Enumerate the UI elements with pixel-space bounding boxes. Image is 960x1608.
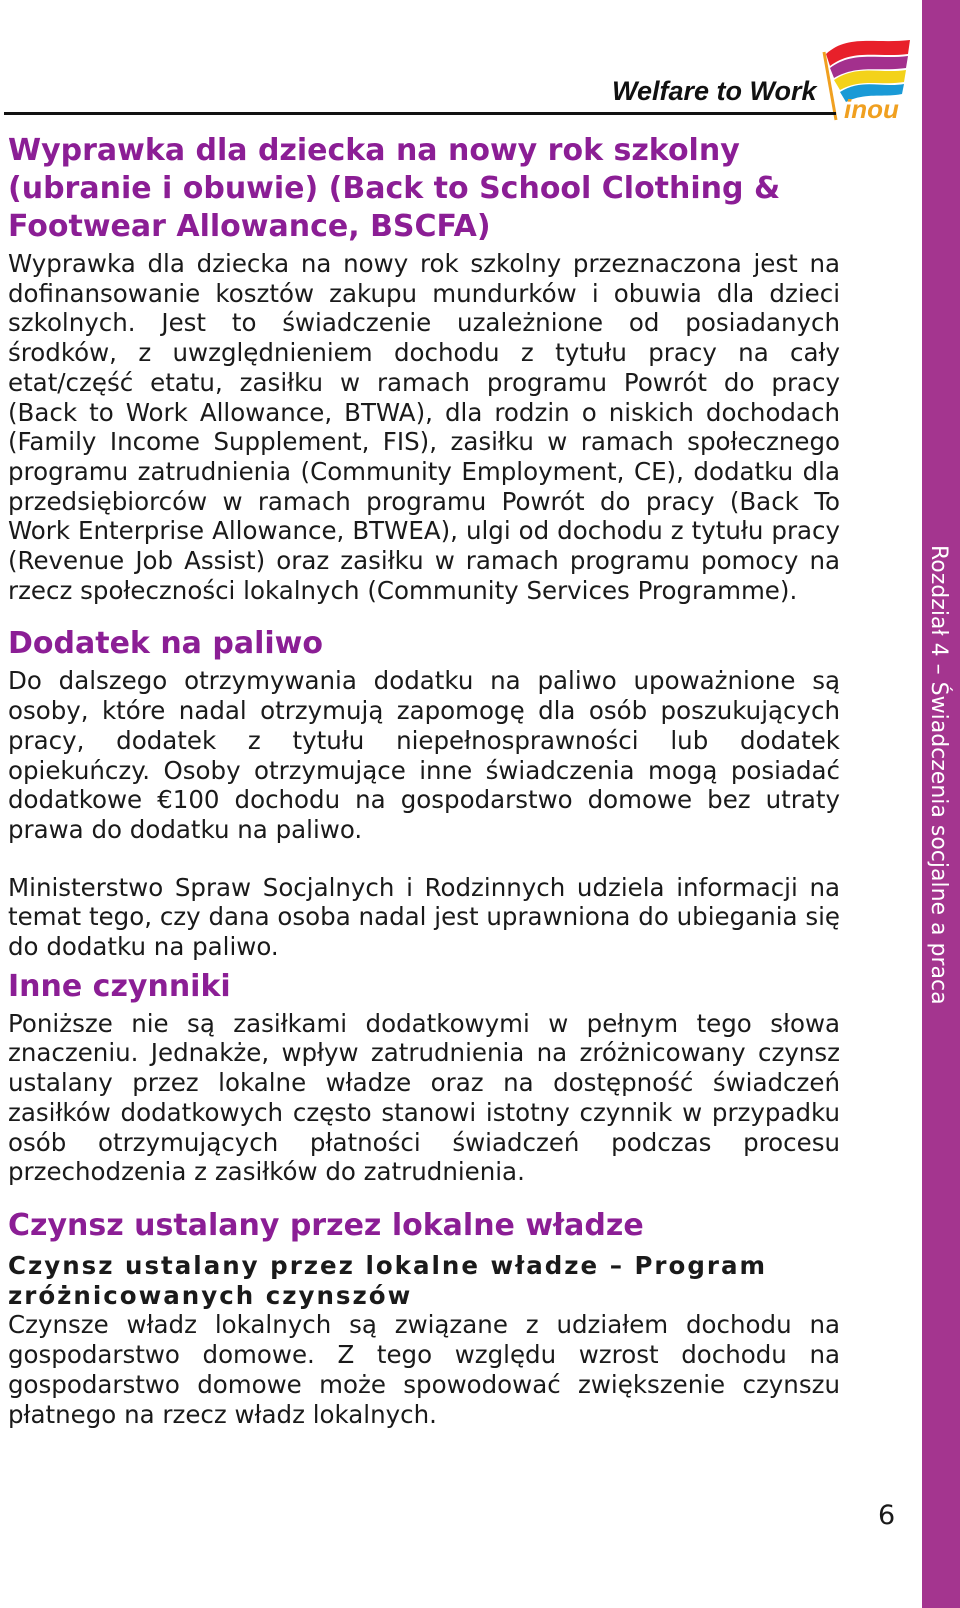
- paragraph: Poniższe nie są zasiłkami dodatkowymi w pełnym tego słowa znaczeniu. Jednakże, wpływ zatrudnienia na zróżnicowany czynsz ustalany przez lokalne władze oraz na dostępność świadczeń zasiłków dodatkowych często stanowi istotny czynnik w przypadku osób otrzymujących płatności świadczeń podczas procesu przechodzenia z zasiłków do zatrudnienia.: [8, 1008, 840, 1187]
- section-title: Dodatek na paliwo: [8, 626, 323, 662]
- section-fuel-allowance: [8, 625, 840, 961]
- section-title: Inne czynniki: [8, 968, 231, 1004]
- section-bscfa: [8, 132, 840, 605]
- paragraph: Czynsze władz lokalnych są związane z udziałem dochodu na gospodarstwo domowe. Z tego względu wzrost dochodu na gospodarstwo domowe może spowodować zwiększenie czynszu płatnego na rzecz władz lokalnych.: [8, 1310, 840, 1429]
- paragraph: Wyprawka dla dziecka na nowy rok szkolny przeznaczona jest na dofinansowanie kosztów zakupu mundurków i obuwia dla dzieci szkolnych. Jest to świadczenie uzależnione od posiadanych środków, z uwzględnieniem dochodu z tytułu pracy na cały etat/część etatu, zasiłku w ramach programu Powrót do pracy (Back to Work Allowance, BTWA), dla rodzin o niskich dochodach (Family Income Supplement, FIS), zasiłku w ramach społecznego programu zatrudnienia (Community Employment, CE), dodatku dla przedsiębiorców w ramach programu Powrót do pracy (Back To Work Enterprise Allowance, BTWEA), ulgi od dochodu z tytułu pracy (Revenue Job Assist) oraz zasiłku w ramach programu pomocy na rzecz społeczności lokalnych (Community Services Programme).: [8, 249, 840, 605]
- header-rule: [4, 112, 836, 115]
- inou-logo: [818, 32, 918, 124]
- logo-text: inou: [844, 94, 899, 124]
- brand-title: Welfare to Work: [612, 76, 817, 106]
- subheading: Czynsz ustalany przez lokalne władze – Program zróżnicowanych czynszów: [8, 1250, 768, 1310]
- section-rent: [8, 1207, 840, 1429]
- paragraph: Do dalszego otrzymywania dodatku na paliwo upoważnione są osoby, które nadal otrzymują zapomogę dla osób poszukujących pracy, dodatek z tytułu niepełnosprawności lub dodatek opiekuńczy. Osoby otrzymujące inne świadczenia mogą posiadać dodatkowe €100 dochodu na gospodarstwo domowe bez utraty prawa do dodatku na paliwo.: [8, 666, 840, 844]
- section-title: Czynsz ustalany przez lokalne władze: [8, 1207, 644, 1243]
- chapter-sidebar: [922, 0, 960, 1608]
- chapter-title: Rozdział 4 – Świadczenia socjalne a praca: [926, 545, 951, 1005]
- page-number: 6: [878, 1500, 896, 1531]
- paragraph: Ministerstwo Spraw Socjalnych i Rodzinnych udziela informacji na temat tego, czy dana osoba nadal jest uprawniona do ubiegania się do dodatku na paliwo.: [8, 872, 840, 962]
- document-body: [8, 132, 840, 1429]
- section-other-factors: [8, 968, 840, 1187]
- section-title: Wyprawka dla dziecka na nowy rok szkolny (ubranie i obuwie) (Back to School Clothing & Footwear Allowance, BSCFA): [8, 133, 781, 244]
